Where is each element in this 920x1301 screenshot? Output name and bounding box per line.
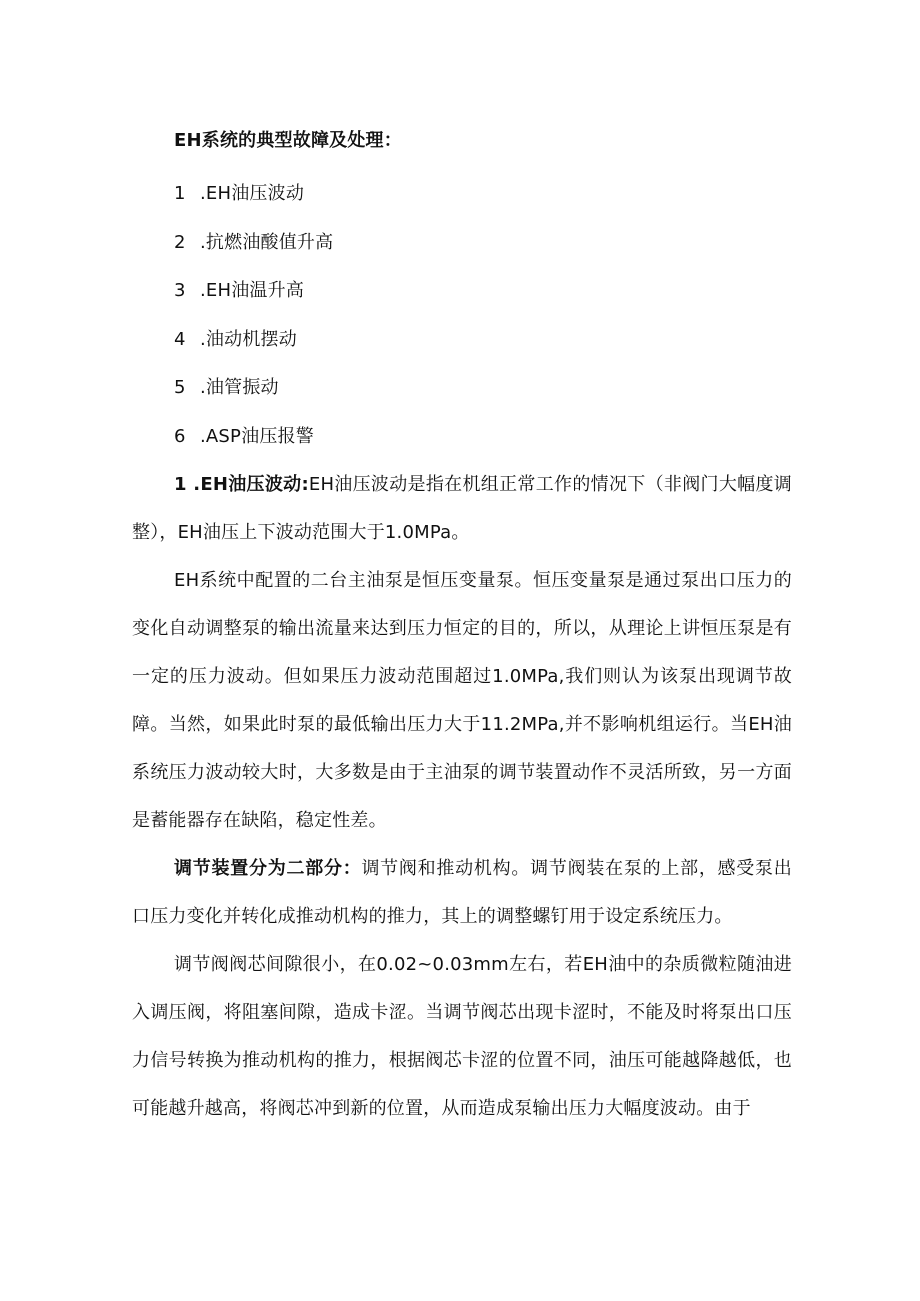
list-item [174, 267, 792, 316]
paragraph-text: 调节阀阀芯间隙很小，在0.02~0.03mm左右，若EH油中的杂质微粒随油进入调压阀，将阻塞间隙，造成卡涩。当调节阀芯出现卡涩时，不能及时将泵出口压力信号转换为推动机构的推力，根据阀芯卡涩的位置不同，油压可能越降越低，也可能越升越高，将阀芯冲到新的位置，从而造成泵输出压力大幅度波动。由于 [132, 954, 792, 1119]
section-heading: EH系统的典型故障及处理： [174, 130, 402, 151]
list-item-number: 3 [174, 280, 186, 301]
paragraph-bold-lead: 1 .EH油压波动: [174, 474, 309, 495]
paragraph-regulating-device [132, 845, 792, 941]
list-item-text: .ASP油压报警 [200, 425, 314, 447]
document-body [132, 122, 792, 1133]
list-item [174, 170, 792, 219]
paragraph-pressure-fluctuation [132, 461, 792, 557]
paragraph-text: EH油压波动是指在机组正常工作的情况下（非阀门大幅度调整），EH油压上下波动范围大于1.0MPa。 [132, 474, 793, 543]
list-item-number: 4 [174, 328, 186, 350]
list-item-number: 5 [174, 377, 186, 398]
list-item-number: 6 [174, 425, 186, 447]
list-item-number: 1 [174, 183, 186, 204]
list-item [174, 413, 792, 462]
paragraph-valve-clearance [132, 941, 792, 1133]
list-item-number: 2 [174, 231, 186, 253]
list-item-text: .EH油温升高 [200, 280, 305, 301]
list-item [174, 364, 792, 413]
paragraph-text: 调节阀和推动机构。调节阀装在泵的上部，感受泵出口压力变化并转化成推动机构的推力，其上的调整螺钉用于设定系统压力。 [132, 858, 792, 927]
list-item-text: .抗燃油酸值升高 [200, 231, 334, 253]
list-item-text: .油动机摆动 [200, 328, 297, 350]
fault-list [132, 170, 792, 461]
list-item [174, 316, 792, 365]
paragraph-bold-lead: 调节装置分为二部分： [174, 858, 362, 879]
list-item-text: .EH油压波动 [200, 183, 305, 204]
list-item [174, 219, 792, 268]
paragraph-main-pump [132, 557, 792, 845]
paragraph-text: EH系统中配置的二台主油泵是恒压变量泵。恒压变量泵是通过泵出口压力的变化自动调整泵的输出流量来达到压力恒定的目的，所以，从理论上讲恒压泵是有一定的压力波动。但如果压力波动范围超过1.0MPa,我们则认为该泵出现调节故障。当然，如果此时泵的最低输出压力大于11.2MPa,并不影响机组运行。当EH油系统压力波动较大时，大多数是由于主油泵的调节装置动作不灵活所致，另一方面是蓄能器存在缺陷，稳定性差。 [132, 570, 792, 831]
list-item-text: .油管振动 [200, 377, 279, 398]
